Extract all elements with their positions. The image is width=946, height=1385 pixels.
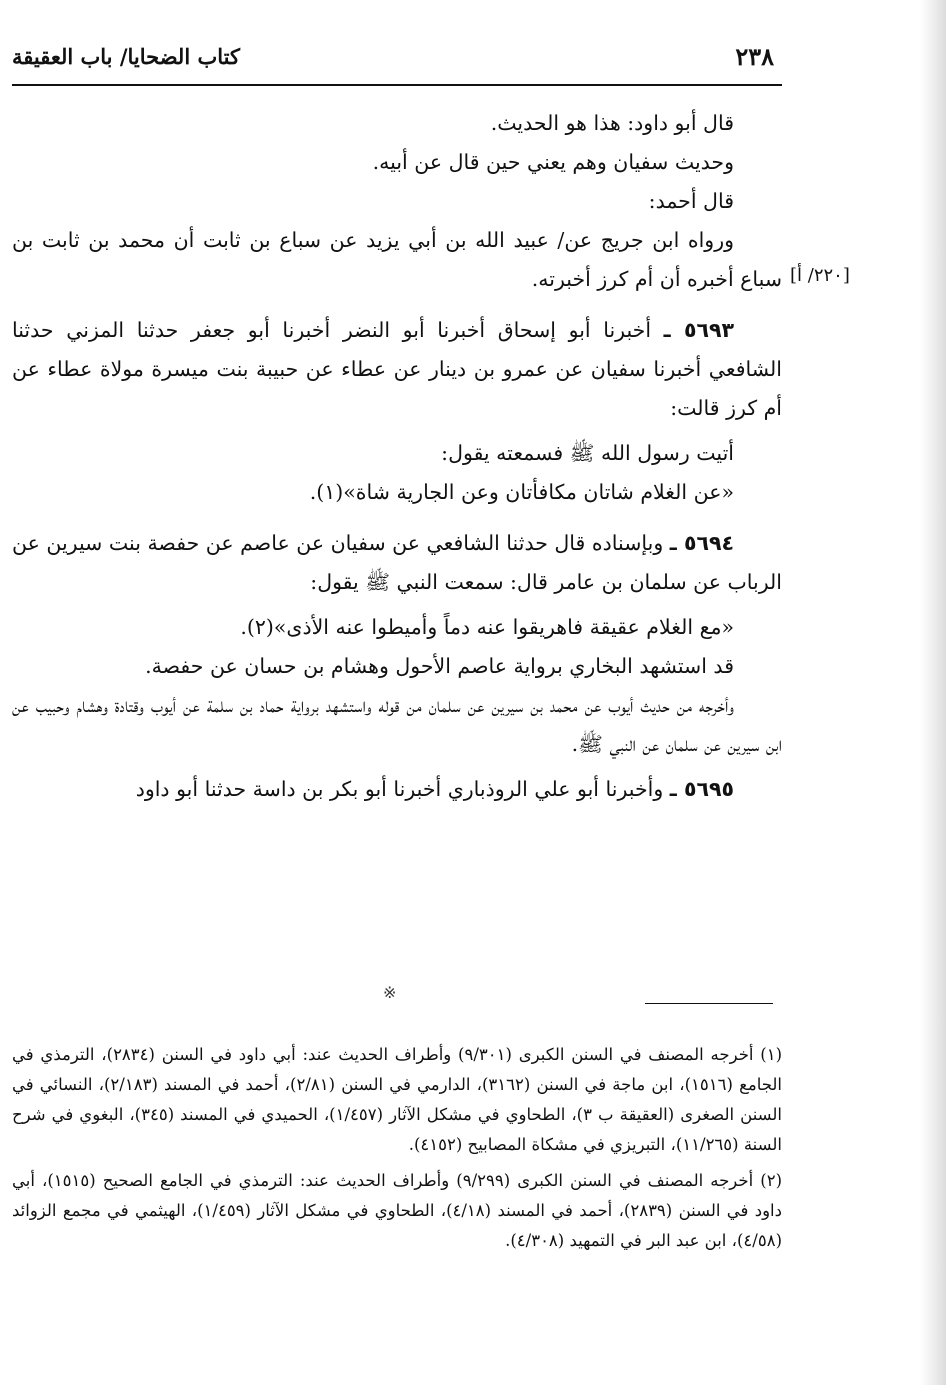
text-line: قد استشهد البخاري برواية عاصم الأحول وهشام بن حسان عن حفصة. — [145, 654, 734, 678]
footnote: (٢) أخرجه المصنف في السنن الكبرى (٩/٢٩٩) وأطراف الحديث عند: الترمذي في الجامع الصحيح (١٥١٥)، أبي داود في السنن (٢٨٣٩)، أحمد في المسند (٤/١٨)، الطحاوي في مشكل الآثار (١/٤٥٩)، الهيثمي في مجمع الزوائد (٤/٥٨)، ابن عبد البر في التمهيد (٤/٣٠٨). — [12, 1171, 782, 1250]
paragraph: ورواه ابن جريج عن/ عبيد الله بن أبي يزيد عن سباع بن ثابت أن محمد بن ثابت بن سباع أخبره أن أم كرز أخبرته. — [12, 228, 782, 291]
text-line: أتيت رسول الله ﷺ فسمعته يقول: — [441, 441, 734, 465]
manuscript-folio-note: [٢٢٠/ أ] — [790, 265, 850, 286]
header-rule — [12, 84, 782, 86]
paragraph: وأخرجه من حديث أيوب عن محمد بن سيرين عن سلمان من قوله واستشهد برواية حماد بن سلمة عن أيوب وقتادة وهشام وحبيب عن ابن سيرين عن سلمان عن النبي ﷺ. — [12, 693, 782, 756]
text-line: قال أبو داود: هذا هو الحديث. — [490, 111, 734, 135]
page-header — [12, 40, 782, 80]
ornament-mark: ※ — [383, 983, 397, 1002]
hadith-number: ٥٦٩٥ ـ — [669, 777, 734, 801]
main-text — [12, 104, 782, 809]
hadith-number: ٥٦٩٣ ـ — [663, 318, 734, 342]
page-edge-shadow — [920, 0, 946, 1385]
hadith-5693 — [12, 311, 782, 428]
hadith-5695 — [12, 770, 782, 809]
hadith-text: وأخبرنا أبو علي الروذباري أخبرنا أبو بكر بن داسة حدثنا أبو داود — [135, 777, 664, 801]
running-title: كتاب الضحايا/ باب العقيقة — [12, 44, 240, 69]
hadith-text: وبإسناده قال حدثنا الشافعي عن سفيان عن عاصم عن حفصة بنت سيرين عن الرباب عن سلمان بن عامر قال: سمعت النبي ﷺ يقول: — [12, 531, 782, 594]
footnote-rule — [645, 1003, 773, 1004]
page-number: ٢٣٨ — [735, 42, 774, 71]
text-line: قال أحمد: — [648, 189, 734, 213]
hadith-quote: «عن الغلام شاتان مكافأتان وعن الجارية شاة»(١). — [309, 480, 734, 504]
hadith-number: ٥٦٩٤ ـ — [669, 531, 734, 555]
text-line: وحديث سفيان وهم يعني حين قال عن أبيه. — [372, 150, 734, 174]
footnote: (١) أخرجه المصنف في السنن الكبرى (٩/٣٠١) وأطراف الحديث عند: أبي داود في السنن (٢٨٣٤)، الترمذي في الجامع (١٥١٦)، ابن ماجة في السنن (٣١٦٢)، الدارمي في السنن (٢/٨١)، أحمد في المسند (٢/١٨٣)، النسائي في السنن الصغرى (العقيقة ب ٣)، الطحاوي في مشكل الآثار (١/٤٥٧)، الحميدي في المسند (٣٤٥)، البغوي في شرح السنة (١١/٢٦٥)، التبريزي في مشكاة المصابيح (٤١٥٢). — [12, 1045, 783, 1154]
hadith-5694 — [12, 524, 782, 602]
hadith-text: أخبرنا أبو إسحاق أخبرنا أبو النضر أخبرنا أبو جعفر حدثنا المزني حدثنا الشافعي أخبرنا سفيان عن عمرو بن دينار عن عطاء عن حبيبة بنت ميسرة مولاة عطاء عن أم كرز قالت: — [12, 318, 782, 420]
hadith-quote: «مع الغلام عقيقة فاهريقوا عنه دماً وأميطوا عنه الأذى»(٢). — [240, 615, 734, 639]
footnotes — [12, 1040, 782, 1262]
